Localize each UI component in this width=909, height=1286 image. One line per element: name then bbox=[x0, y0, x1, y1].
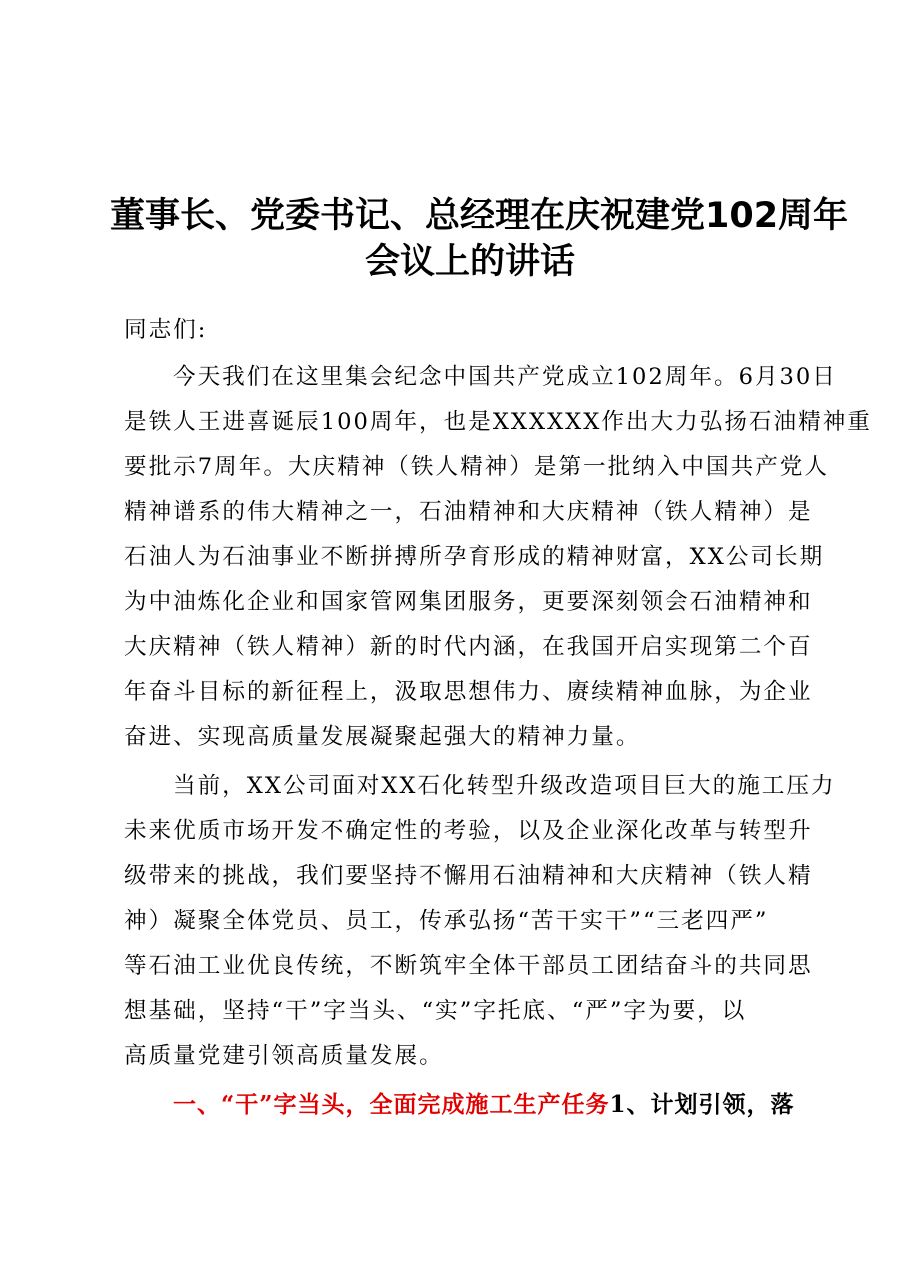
paragraph-1-line-9: 奋进、实现高质量发展凝聚起强大的精神力量。 bbox=[124, 724, 641, 750]
paragraph-2-line-2: 未来优质市场开发不确定性的考验，以及企业深化改革与转型升 bbox=[124, 818, 813, 844]
paragraph-1-line-2: 是铁人王进喜诞辰100周年，也是XXXXXX作出大力弘扬石油精神重 bbox=[124, 409, 872, 435]
section-subheading: 1、计划引领，落 bbox=[609, 1091, 795, 1118]
paragraph-2-line-1: 当前，XX公司面对XX石化转型升级改造项目巨大的施工压力 bbox=[173, 773, 836, 799]
paragraph-2-line-5: 等石油工业优良传统，不断筑牢全体干部员工团结奋斗的共同思 bbox=[124, 953, 813, 979]
paragraph-2-line-4: 神）凝聚全体党员、员工，传承弘扬“苦干实干”“三老四严” bbox=[124, 908, 769, 934]
document-title-line-2: 会议上的讲话 bbox=[364, 242, 575, 282]
paragraph-1-line-7: 大庆精神（铁人精神）新的时代内涵，在我国开启实现第二个百 bbox=[124, 634, 813, 660]
paragraph-2-line-3: 级带来的挑战，我们要坚持不懈用石油精神和大庆精神（铁人精 bbox=[124, 863, 813, 889]
paragraph-1-line-6: 为中油炼化企业和国家管网集团服务，更要深刻领会石油精神和 bbox=[124, 589, 813, 615]
paragraph-1-line-1: 今天我们在这里集会纪念中国共产党成立102周年。6月30日 bbox=[173, 364, 837, 390]
paragraph-1-line-3: 要批示7周年。大庆精神（铁人精神）是第一批纳入中国共产党人 bbox=[124, 454, 829, 480]
section-heading-title: 一、“干”字当头，全面完成施工生产任务 bbox=[173, 1091, 610, 1118]
salutation: 同志们: bbox=[124, 317, 208, 343]
paragraph-1-line-8: 年奋斗目标的新征程上，汲取思想伟力、赓续精神血脉，为企业 bbox=[124, 679, 813, 705]
paragraph-1-line-5: 石油人为石油事业不断拼搏所孕育形成的精神财富，XX公司长期 bbox=[124, 544, 825, 570]
paragraph-2-line-6: 想基础，坚持“干”字当头、“实”字托底、“严”字为要，以 bbox=[124, 998, 747, 1024]
section-heading bbox=[173, 1090, 794, 1120]
document-title-line-1: 董事长、党委书记、总经理在庆祝建党102周年 bbox=[110, 196, 849, 236]
paragraph-2-line-7: 高质量党建引领高质量发展。 bbox=[124, 1043, 444, 1069]
paragraph-1-line-4: 精神谱系的伟大精神之一，石油精神和大庆精神（铁人精神）是 bbox=[124, 499, 813, 525]
